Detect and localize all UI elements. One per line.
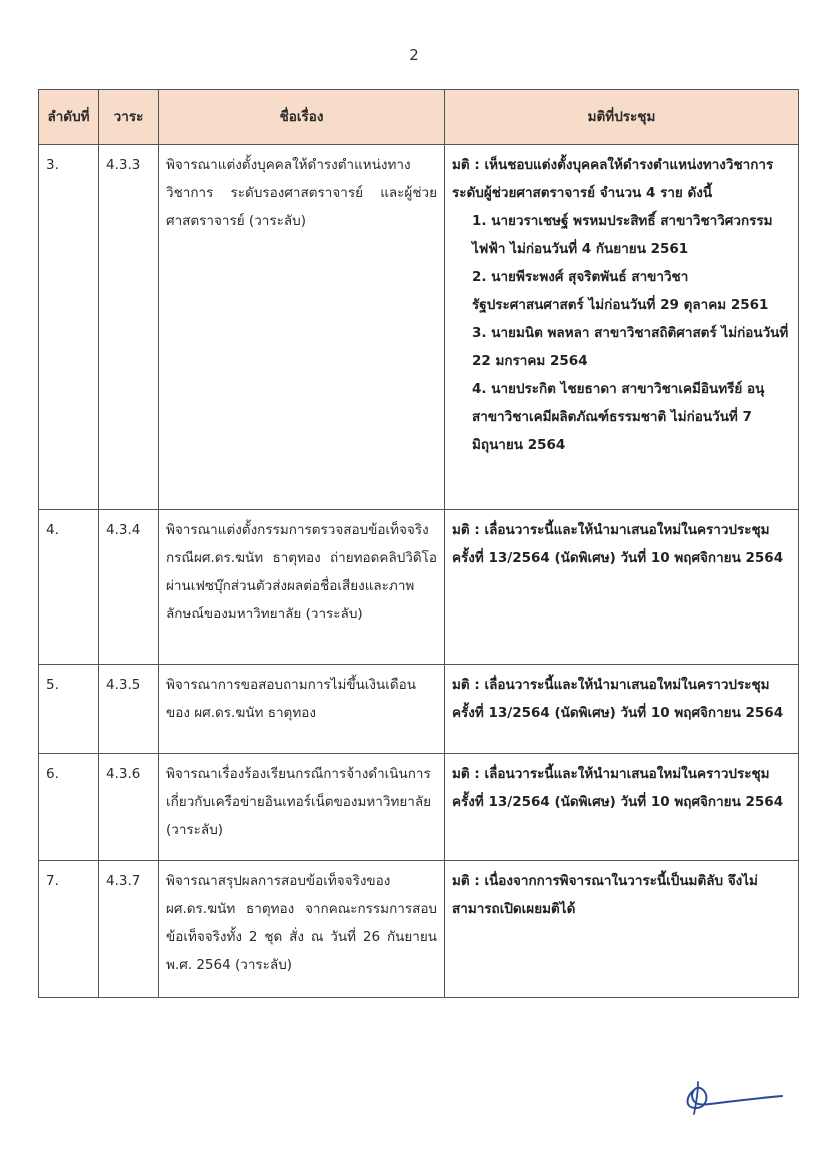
row-resolution: มติ : เลื่อนวาระนี้และให้นำมาเสนอใหม่ในคราวประชุมครั้งที่ 13/2564 (นัดพิเศษ) วันที่ 10 พฤศจิกายน 2564 xyxy=(445,665,799,754)
row-agenda: 4.3.6 xyxy=(99,754,159,861)
row-order: 4. xyxy=(39,510,99,665)
header-resolution: มติที่ประชุม xyxy=(445,90,799,145)
resolution-item: 3. นายมนิต พลหลา สาขาวิชาสถิติศาสตร์ ไม่ก่อนวันที่ 22 มกราคม 2564 xyxy=(472,325,789,369)
resolution-item: 2. นายพีระพงศ์ สุจริตพันธ์ สาขาวิชารัฐประศาสนศาสตร์ ไม่ก่อนวันที่ 29 ตุลาคม 2561 xyxy=(472,269,769,313)
page-number: 2 xyxy=(409,46,419,64)
row-order: 7. xyxy=(39,861,99,998)
resolution-intro: มติ : เห็นชอบแต่งตั้งบุคคลให้ดำรงตำแหน่งทางวิชาการระดับผู้ช่วยศาสตราจารย์ จำนวน 4 ราย ดังนี้ xyxy=(452,157,774,201)
row-agenda: 4.3.7 xyxy=(99,861,159,998)
resolution-item: 4. นายประกิต ไชยธาดา สาขาวิชาเคมีอินทรีย์ อนุสาขาวิชาเคมีผลิตภัณฑ์ธรรมชาติ ไม่ก่อนวันที่ 7 มิถุนายน 2564 xyxy=(472,381,765,453)
header-order: ลำดับที่ xyxy=(39,90,99,145)
table-row xyxy=(39,510,799,665)
header-topic: ชื่อเรื่อง xyxy=(159,90,445,145)
row-agenda: 4.3.4 xyxy=(99,510,159,665)
meeting-minutes-table xyxy=(38,89,799,998)
row-order: 6. xyxy=(39,754,99,861)
table-row xyxy=(39,861,799,998)
row-resolution: มติ : เลื่อนวาระนี้และให้นำมาเสนอใหม่ในคราวประชุมครั้งที่ 13/2564 (นัดพิเศษ) วันที่ 10 พฤศจิกายน 2564 xyxy=(445,510,799,665)
row-agenda: 4.3.3 xyxy=(99,145,159,510)
row-order: 5. xyxy=(39,665,99,754)
table-row xyxy=(39,754,799,861)
row-topic: พิจารณาแต่งตั้งบุคคลให้ดำรงตำแหน่งทางวิชาการ ระดับรองศาสตราจารย์ และผู้ช่วยศาสตราจารย์ (วาระลับ) xyxy=(159,145,445,510)
row-topic: พิจารณาสรุปผลการสอบข้อเท็จจริงของ ผศ.ดร.ฆนัท ธาตุทอง จากคณะกรรมการสอบข้อเท็จจริงทั้ง 2 ชุด สั่ง ณ วันที่ 26 กันยายน พ.ศ. 2564 (วาระลับ) xyxy=(159,861,445,998)
row-resolution xyxy=(445,145,799,510)
table-row xyxy=(39,665,799,754)
row-agenda: 4.3.5 xyxy=(99,665,159,754)
row-topic: พิจารณาการขอสอบถามการไม่ขึ้นเงินเดือนของ ผศ.ดร.ฆนัท ธาตุทอง xyxy=(159,665,445,754)
row-resolution: มติ : เลื่อนวาระนี้และให้นำมาเสนอใหม่ในคราวประชุมครั้งที่ 13/2564 (นัดพิเศษ) วันที่ 10 พฤศจิกายน 2564 xyxy=(445,754,799,861)
table-row xyxy=(39,145,799,510)
table-header-row xyxy=(39,90,799,145)
row-order: 3. xyxy=(39,145,99,510)
row-topic: พิจารณาเรื่องร้องเรียนกรณีการจ้างดำเนินการเกี่ยวกับเครือข่ายอินเทอร์เน็ตของมหาวิทยาลัย (วาระลับ) xyxy=(159,754,445,861)
row-resolution: มติ : เนื่องจากการพิจารณาในวาระนี้เป็นมติลับ จึงไม่สามารถเปิดเผยมติได้ xyxy=(445,861,799,998)
signature-mark xyxy=(676,1078,786,1118)
resolution-item: 1. นายวราเชษฐ์ พรหมประสิทธิ์ สาขาวิชาวิศวกรรมไฟฟ้า ไม่ก่อนวันที่ 4 กันยายน 2561 xyxy=(472,213,773,257)
header-agenda: วาระ xyxy=(99,90,159,145)
row-topic: พิจารณาแต่งตั้งกรรมการตรวจสอบข้อเท็จจริงกรณีผศ.ดร.ฆนัท ธาตุทอง ถ่ายทอดคลิปวิดิโอผ่านเฟซบุ๊กส่วนตัวส่งผลต่อชื่อเสียงและภาพลักษณ์ของมหาวิทยาลัย (วาระลับ) xyxy=(159,510,445,665)
